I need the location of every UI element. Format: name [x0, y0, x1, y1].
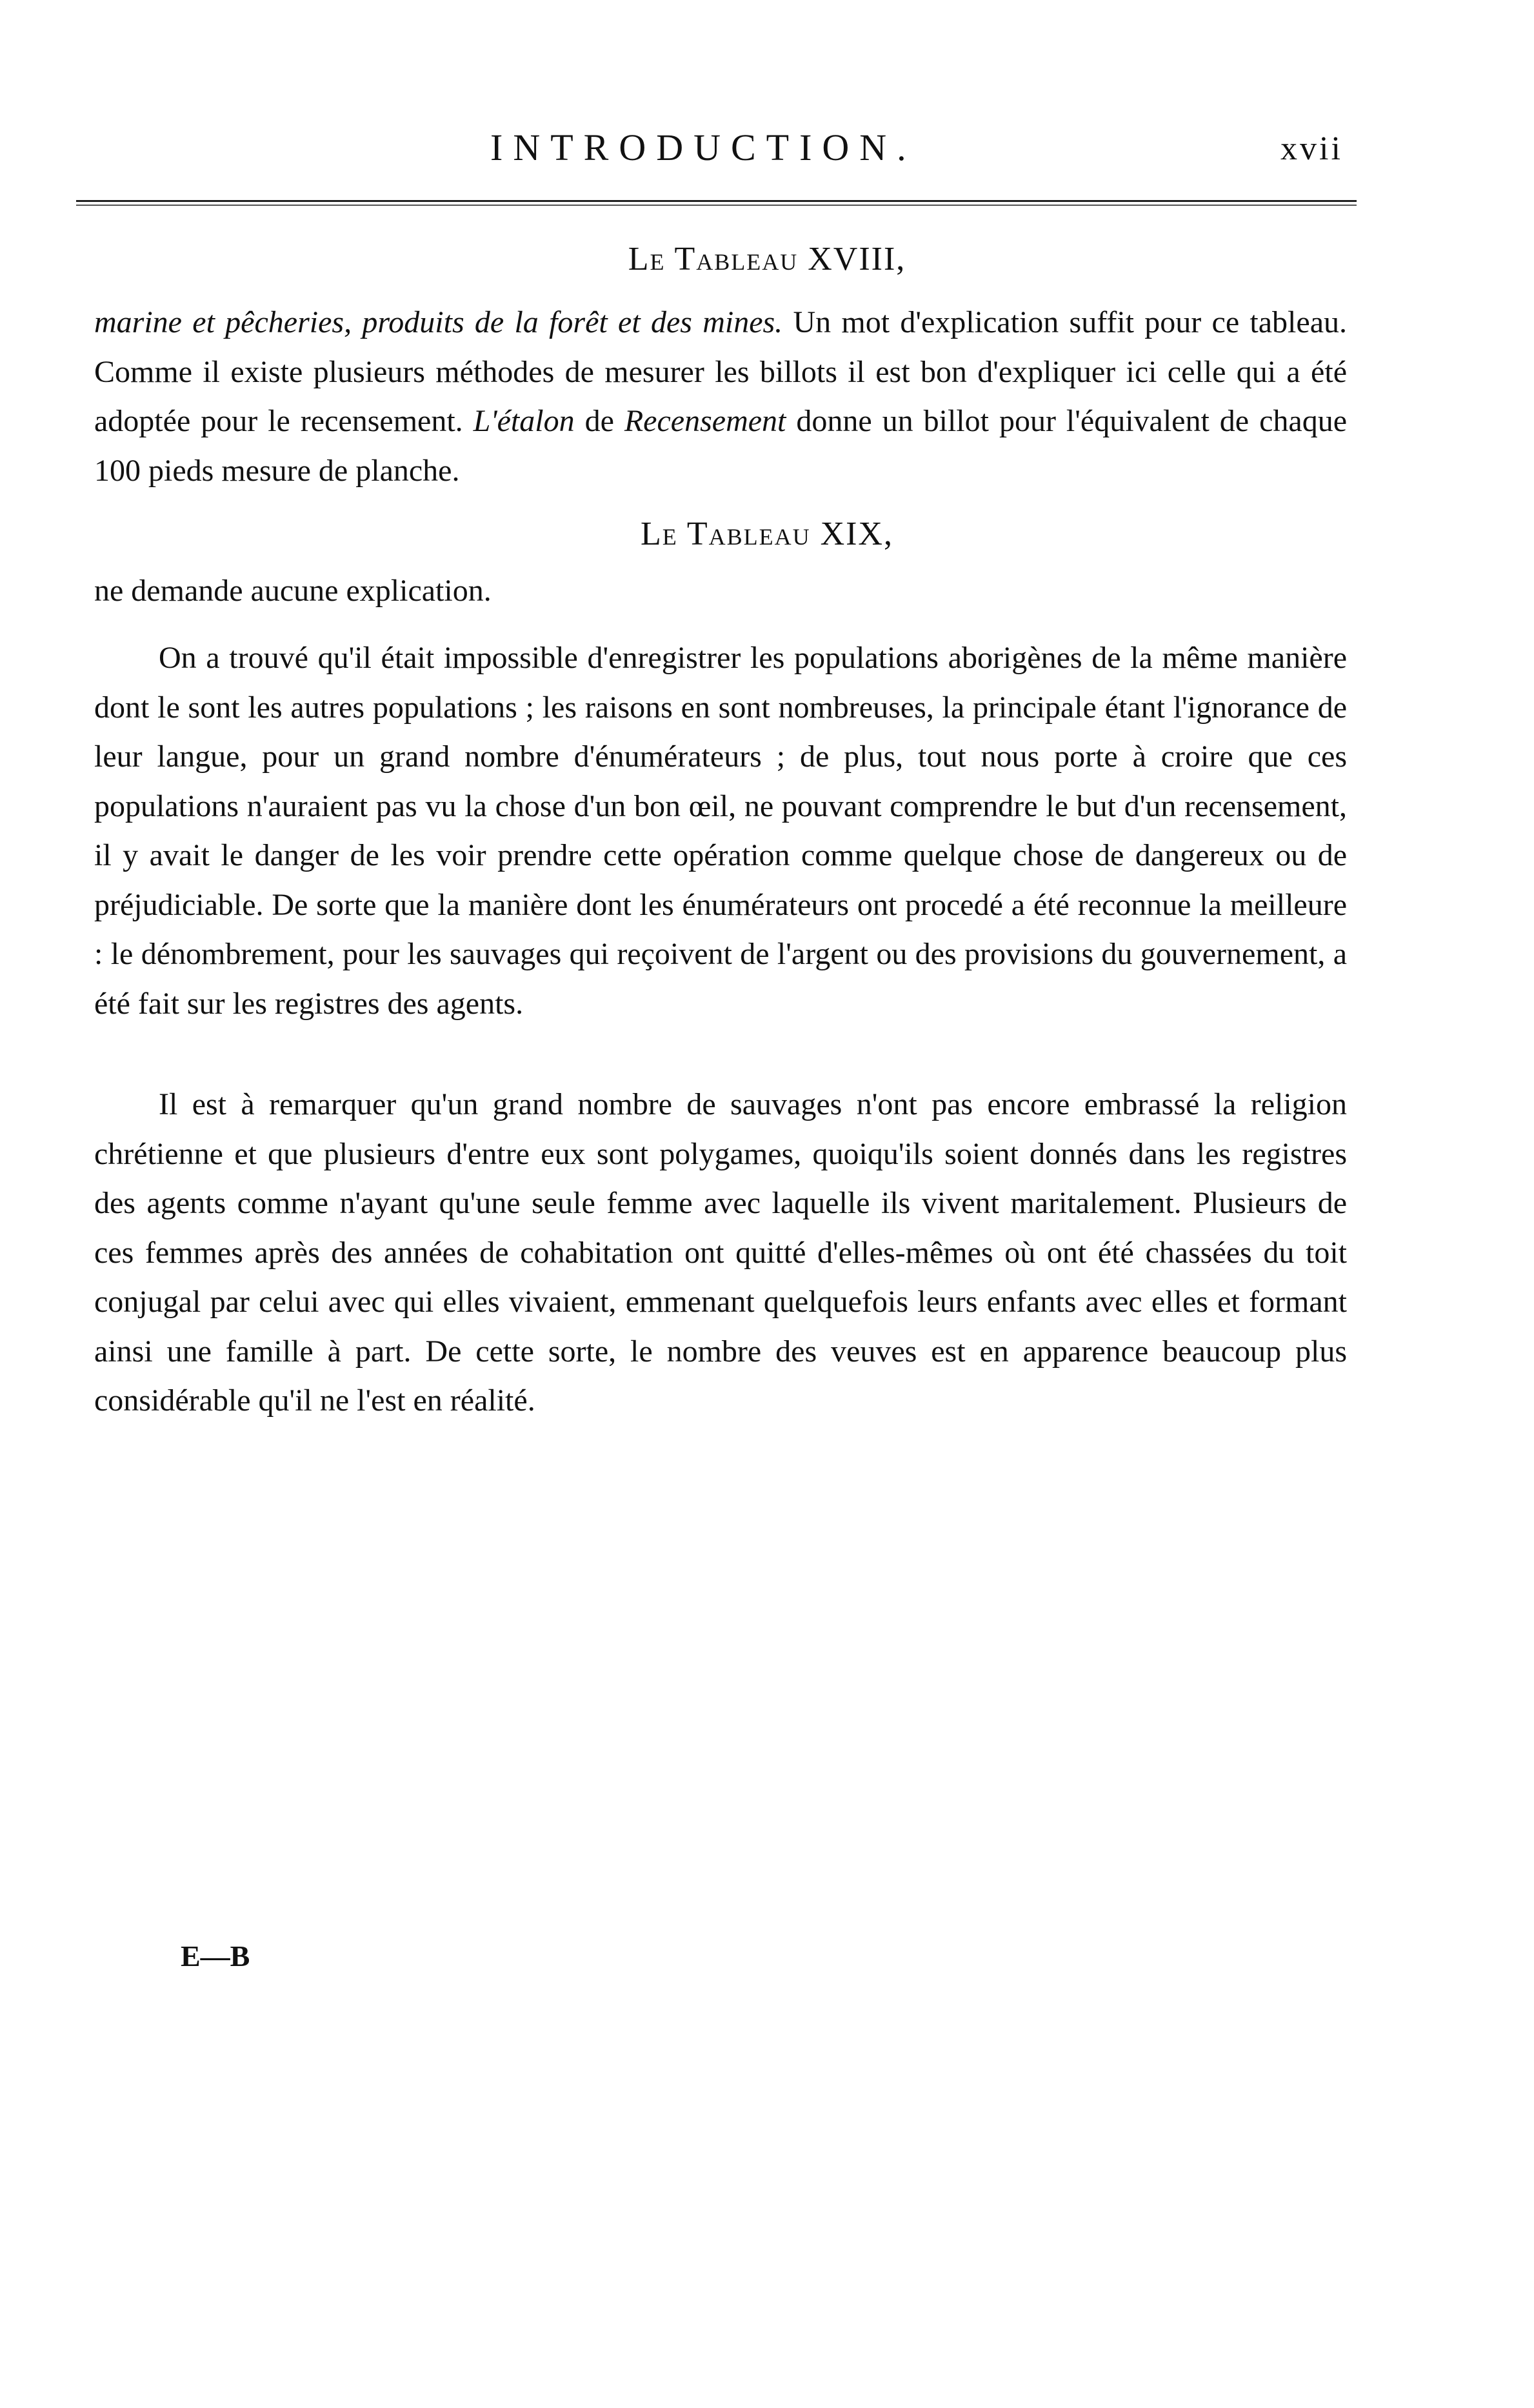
paragraph-aborigenes: On a trouvé qu'il était impossible d'enregistrer les populations aborigènes de la même manière dont le sont les autres populations ; les raisons en sont nombreuses, la principale étant l'ignorance de leur langue, pour un grand nombre d'énumérateurs ; de plus, tout nous porte à croire que ces populations n'auraient pas vu la chose d'un bon œil, ne pouvant comprendre le but d'un recensement, il y avait le danger de les voir prendre cette opération comme quelque chose de dangereux ou de préjudiciable. De sorte que la manière dont les énumérateurs ont procedé a été reconnue la meilleure : le dénombrement, pour les sauvages qui reçoivent de l'argent ou des provisions du gouvernement, a été fait sur les registres des agents.: [94, 641, 1347, 1021]
paragraph-polygamie: Il est à remarquer qu'un grand nombre de sauvages n'ont pas encore embrassé la religion chrétienne et que plusieurs d'entre eux sont polygames, quoiqu'ils soient donnés dans les registres des agents comme n'ayant qu'une seule femme avec laquelle ils vivent maritalement. Plusieurs de ces femmes après des années de cohabitation ont quitté d'elles-mêmes où ont été chassées du toit conjugal par celui avec qui elles vivaient, emmenant quelquefois leurs enfants avec elles et formant ainsi une famille à part. De cette sorte, le nombre des veuves est en apparence beaucoup plus considérable qu'il ne l'est en réalité.: [94, 1087, 1347, 1418]
running-title: INTRODUCTION.: [490, 126, 917, 168]
signature-mark: E—B: [181, 1940, 250, 1972]
italic-term: L'étalon: [473, 404, 575, 438]
text-run: Un mot d'explication suffit pour ce tableau. Comme il existe plusieurs méthodes de mesurer les billots il est bon d'expliquer ici celle qui a été adoptée pour le recensement.: [94, 305, 1347, 438]
text-run: donne un billot pour l'équivalent de chaque 100 pieds mesure de planche.: [94, 404, 1347, 488]
section-heading-tableau-xviii: Le Tableau XVIII,: [628, 241, 906, 277]
paragraph-tableau-xviii: [94, 298, 1347, 496]
header-rule-secondary: [76, 205, 1357, 206]
italic-term: Recensement: [624, 404, 786, 438]
header-rule: [76, 200, 1357, 202]
italic-lead: marine et pêcheries, produits de la forêt et des mines.: [94, 305, 783, 339]
paragraph-tableau-xix: ne demande aucune explication.: [94, 574, 492, 608]
section-heading-tableau-xix: Le Tableau XIX,: [641, 516, 893, 552]
page-number: xvii: [1280, 130, 1343, 167]
text-run: de: [574, 404, 624, 438]
running-head: [0, 126, 1534, 171]
